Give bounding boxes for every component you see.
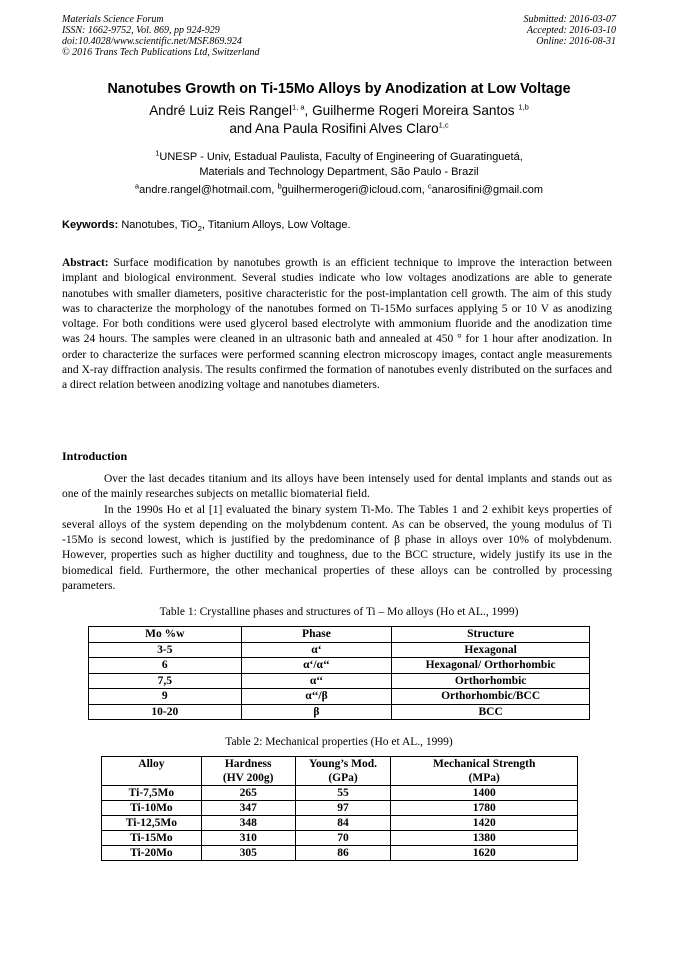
table-cell: 86 <box>295 846 391 861</box>
table-2 <box>101 756 578 861</box>
doi: doi:10.4028/www.scientific.net/MSF.869.924 <box>62 36 242 47</box>
issn: ISSN: 1662-9752, Vol. 869, pp 924-929 <box>62 25 220 36</box>
email-c: anarosifini@gmail.com <box>431 184 544 196</box>
submitted-date: Submitted: 2016-03-07 <box>523 14 616 25</box>
keywords-label: Keywords: <box>62 219 119 231</box>
table-cell: 84 <box>295 816 391 831</box>
header-line: (GPa) <box>328 772 358 784</box>
email-a-marker: a <box>134 181 140 191</box>
header-line: Mechanical Strength <box>433 758 536 770</box>
table-1-caption: Table 1: Crystalline phases and structures of Ti – Mo alloys (Ho et AL., 1999) <box>159 606 519 618</box>
affiliation-marker: 1 <box>155 148 160 158</box>
table-cell: Hexagonal <box>392 642 590 658</box>
table-cell: Ti-10Mo <box>102 801 202 816</box>
table-cell: Ti-20Mo <box>102 846 202 861</box>
header-line: (HV 200g) <box>222 772 274 784</box>
table-row <box>89 673 590 689</box>
abstract-text: Surface modification by nanotubes growth is an efficient technique to improve the interaction between implant and biological environment. Several studies indicate who low voltages anodizations are able to generate nanotubes with smaller diameters, positive characteristic for the post-implantation cell growth. The aim of this study was to characterize the morphology of the nanotubes formed on Ti-15Mo surfaces applying 5 or 10 V as anodizing voltage. For both conditions were used glycerol based electrolyte with ammonium fluoride and the anodization time was 24 hours. The samples were cleaned in an ultrasonic bath and annealed at 450 ° for 1 hour after anodization. In order to characterize the surfaces were performed scanning electron microscopy images, contact angle measurements and X-ray diffraction analysis. The results confirmed the formation of nanotubes evenly distributed on the surfaces and a direct relation between anodizing voltage and nanotubes diameters. <box>62 257 612 392</box>
table-cell: 70 <box>295 831 391 846</box>
table-row <box>89 642 590 658</box>
intro-paragraph-2: In the 1990s Ho et al [1] evaluated the binary system Ti-Mo. The Tables 1 and 2 exhibit keys properties of several alloys of the system depending on the molybdenum content. As can be observed, the young modulus of Ti -15Mo is second lowest, which is justified by the predominance of β phase in alloys over 10% of molybdenum. However, properties such as higher ductility and toughness, due to the BCC structure, widely justify its use in the biomedical field. Furthermore, the other mechanical properties of these alloys can be controlled by processing parameters. <box>62 503 612 593</box>
table-row <box>102 831 578 846</box>
header-line: Hardness <box>224 758 272 770</box>
table-cell: Ti-7,5Mo <box>102 786 202 801</box>
abstract <box>62 256 612 394</box>
table-1-header: Phase <box>241 627 392 643</box>
journal-header <box>62 14 260 58</box>
table-row <box>102 816 578 831</box>
accepted-date: Accepted: 2016-03-10 <box>526 25 616 36</box>
keywords-subscript: 2 <box>197 224 202 234</box>
table-cell: α‘/α‘‘ <box>241 658 392 674</box>
email-b-marker: b <box>277 181 282 191</box>
table-cell: Hexagonal/ Orthorhombic <box>392 658 590 674</box>
author-emails <box>0 181 678 196</box>
table-cell: 9 <box>89 689 242 705</box>
introduction-heading: Introduction <box>62 449 128 463</box>
affiliation-line-2: Materials and Technology Department, São Paulo - Brazil <box>199 166 479 178</box>
email-b: guilhermerogeri@icloud.com, <box>281 184 425 196</box>
table-cell: 348 <box>201 816 295 831</box>
table-2-caption: Table 2: Mechanical properties (Ho et AL., 1999) <box>225 736 453 748</box>
email-a: andre.rangel@hotmail.com, <box>139 184 275 196</box>
author-3: Ana Paula Rosifini Alves Claro <box>255 121 439 136</box>
keywords <box>62 219 614 234</box>
table-row <box>89 689 590 705</box>
table-1-header: Structure <box>392 627 590 643</box>
table-cell: α‘‘ <box>241 673 392 689</box>
table-cell: 6 <box>89 658 242 674</box>
abstract-label: Abstract: <box>62 257 109 269</box>
table-cell: 1380 <box>391 831 578 846</box>
author-2: Guilherme Rogeri Moreira Santos <box>312 103 515 118</box>
affiliation <box>0 150 678 180</box>
header-line: (MPa) <box>468 772 500 784</box>
affiliation-line-1: UNESP - Univ, Estadual Paulista, Faculty of Engineering of Guaratinguetá, <box>159 151 523 163</box>
table-cell: 265 <box>201 786 295 801</box>
table-cell: 1400 <box>391 786 578 801</box>
table-cell: 1780 <box>391 801 578 816</box>
table-2-header <box>391 757 578 786</box>
table-cell: 347 <box>201 801 295 816</box>
table-row <box>102 846 578 861</box>
table-1-header-row <box>89 627 590 643</box>
author-1-affiliation: 1, a <box>292 102 305 112</box>
table-cell: 10-20 <box>89 704 242 720</box>
table-cell: 7,5 <box>89 673 242 689</box>
author-3-affiliation: 1,c <box>438 120 449 130</box>
intro-paragraph-1: Over the last decades titanium and its alloys have been intensely used for dental implants and stands out as one of the mainly researches subjects on metallic biomaterial field. <box>62 473 612 501</box>
table-cell: Orthorhombic/BCC <box>392 689 590 705</box>
table-cell: β <box>241 704 392 720</box>
table-1 <box>88 626 590 720</box>
table-cell: α‘‘/β <box>241 689 392 705</box>
table-row <box>89 658 590 674</box>
table-cell: BCC <box>392 704 590 720</box>
author-conjunction: and <box>229 121 253 136</box>
author-1: André Luiz Reis Rangel <box>149 103 293 118</box>
author-2-affiliation: 1,b <box>518 102 529 112</box>
table-2-header-row <box>102 757 578 786</box>
copyright: © 2016 Trans Tech Publications Ltd, Switzerland <box>62 47 260 58</box>
table-cell: 3-5 <box>89 642 242 658</box>
keywords-text-pre: Nanotubes, TiO <box>121 219 198 231</box>
header-line: Young’s Mod. <box>309 758 377 770</box>
table-cell: 55 <box>295 786 391 801</box>
table-cell: Ti-12,5Mo <box>102 816 202 831</box>
table-cell: 1420 <box>391 816 578 831</box>
table-2-header <box>201 757 295 786</box>
table-cell: Orthorhombic <box>392 673 590 689</box>
introduction-body <box>62 472 612 594</box>
table-cell: Ti-15Mo <box>102 831 202 846</box>
table-cell: 310 <box>201 831 295 846</box>
paper-title: Nanotubes Growth on Ti-15Mo Alloys by Anodization at Low Voltage <box>107 81 571 97</box>
table-2-header <box>102 757 202 786</box>
table-row <box>102 786 578 801</box>
table-2-header <box>295 757 391 786</box>
table-cell: 1620 <box>391 846 578 861</box>
table-cell: 97 <box>295 801 391 816</box>
header-line: Alloy <box>138 758 165 770</box>
author-list: André Luiz Reis Rangel$^{1, a}$, Guilherme Rogeri Moreira Santos $^{1,b}$ and Ana Paula Rosifini Alves Claro$^{1,c}$ <box>149 102 529 136</box>
keywords-text-post: , Titanium Alloys, Low Voltage. <box>201 219 351 231</box>
table-row <box>89 704 590 720</box>
table-1-header: Mo %w <box>89 627 242 643</box>
table-cell: 305 <box>201 846 295 861</box>
journal-name: Materials Science Forum <box>62 14 164 25</box>
online-date: Online: 2016-08-31 <box>536 36 616 47</box>
table-row <box>102 801 578 816</box>
dates-header <box>524 14 617 47</box>
email-c-marker: c <box>427 181 432 191</box>
table-cell: α‘ <box>241 642 392 658</box>
